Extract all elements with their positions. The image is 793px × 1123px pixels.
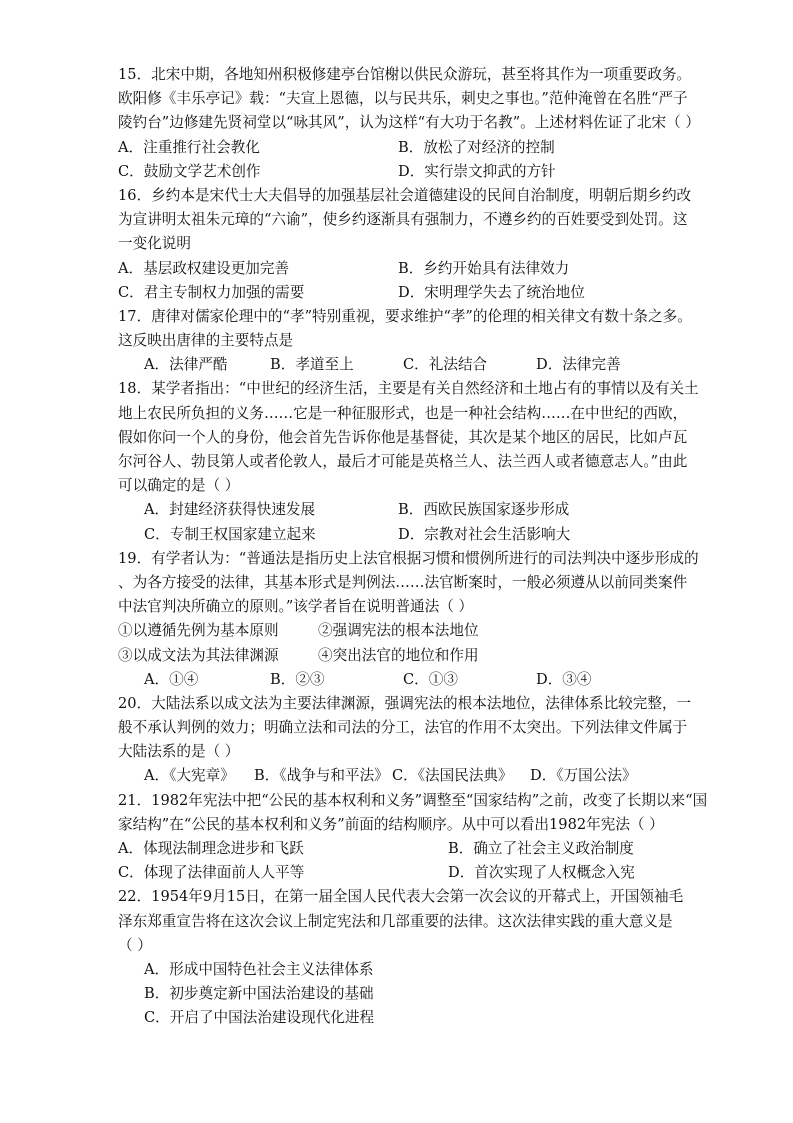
question-17-options-row	[118, 353, 678, 377]
question-21-options-row-2	[118, 861, 678, 885]
question-19-option-a[interactable]: A．①④	[144, 670, 199, 688]
question-15	[118, 63, 700, 184]
question-15-line-1: 15．北宋中期，各地知州积极修建亭台馆榭以供民众游玩，甚至将其作为一项重要政务。	[118, 66, 692, 83]
question-list	[118, 63, 708, 1031]
question-18-line-3: 假如你问一个人的身份，他会首先告诉你他是基督徒，其次是某个地区的居民，比如卢瓦	[118, 428, 688, 446]
question-21-option-d[interactable]: D．首次实现了人权概念入宪	[448, 864, 635, 882]
question-17-line-1: 17．唐律对儒家伦理中的“孝”特别重视，要求维护“孝”的伦理的相关律文有数十条之多。	[118, 307, 692, 325]
question-19-statements-row-1	[118, 619, 678, 643]
question-20-line-1: 20．大陆法系以成文法为主要法律渊源，强调宪法的根本法地位，法律体系比较完整，一	[118, 694, 692, 712]
question-15-options-row-2	[118, 160, 678, 184]
question-16-options-row-2	[118, 281, 678, 305]
question-15-option-b[interactable]: B．放松了对经济的控制	[398, 138, 555, 156]
question-20-option-b[interactable]: B．《战争与和平法》	[254, 767, 389, 785]
question-20-line-3: 大陆法系的是（ ）	[118, 743, 240, 761]
question-19-statement-2: ②强调宪法的根本法地位	[318, 622, 479, 640]
question-22-line-3: （ ）	[118, 936, 152, 954]
question-18-option-d[interactable]: D．宗教对社会生活影响大	[398, 525, 571, 543]
question-19-line-2: 、为各方接受的法律，其基本形式是判例法……法官断案时，一般必须遵从以前同类案件	[118, 573, 688, 591]
question-18-line-1: 18．某学者指出：“中世纪的经济生活，主要是有关自然经济和土地占有的事情以及有关土	[118, 380, 699, 398]
question-16	[118, 184, 692, 305]
question-16-line-2: 为宣讲明太祖朱元璋的“六谕”，使乡约逐渐具有强制力，不遵乡约的百姓要受到处罚。这	[118, 211, 688, 229]
question-20-line-2: 般不承认判例的效力；明确立法和司法的分工，法官的作用不太突出。下列法律文件属于	[118, 719, 688, 737]
question-22-line-1: 22．1954年9月15日，在第一届全国人民代表大会第一次会议的开幕式上，开国领袖毛	[118, 888, 684, 906]
question-22-option-a[interactable]: A．形成中国特色社会主义法律体系	[144, 960, 374, 978]
question-19-statements-row-2	[118, 644, 678, 668]
question-21-options-row-1	[118, 837, 678, 861]
question-21-option-a[interactable]: A．体现法制理念进步和飞跃	[118, 840, 304, 857]
question-16-line-1: 16．乡约本是宋代士大夫倡导的加强基层社会道德建设的民间自治制度，明朝后期乡约改	[118, 186, 692, 204]
question-19-options-row	[118, 668, 678, 692]
question-19-statement-1: ①以遵循先例为基本原则	[118, 622, 279, 640]
question-21	[118, 789, 708, 886]
question-16-option-d[interactable]: D．宋明理学失去了统治地位	[398, 283, 585, 301]
question-16-options-row-1	[118, 257, 678, 281]
question-20-option-a[interactable]: A．《大宪章》	[144, 767, 235, 785]
question-22-option-b[interactable]: B．初步奠定新中国法治建设的基础	[144, 985, 374, 1003]
question-16-option-b[interactable]: B．乡约开始具有法律效力	[398, 259, 570, 277]
question-16-option-c[interactable]: C．君主专制权力加强的需要	[118, 283, 305, 301]
question-15-option-d[interactable]: D．实行崇文抑武的方针	[398, 162, 556, 180]
question-21-line-1: 21．1982年宪法中把“公民的基本权利和义务”调整至“国家结构”之前，改变了长期以来“国	[118, 791, 708, 809]
question-17-option-c[interactable]: C．礼法结合	[403, 356, 488, 374]
question-21-option-b[interactable]: B．确立了社会主义政治制度	[448, 840, 634, 857]
question-19-statement-4: ④突出法官的地位和作用	[318, 646, 479, 664]
question-19-statement-3: ③以成文法为其法律渊源	[118, 646, 279, 664]
question-17-option-d[interactable]: D．法律完善	[536, 356, 621, 374]
question-20-options-row	[118, 764, 678, 788]
question-20-option-d[interactable]: D．《万国公法》	[530, 767, 637, 785]
question-18-options-row-2	[118, 523, 678, 547]
question-20	[118, 692, 692, 789]
question-18-option-c[interactable]: C．专制王权国家建立起来	[144, 525, 316, 543]
question-15-option-a[interactable]: A．注重推行社会教化	[118, 138, 260, 156]
question-19-option-d[interactable]: D．③④	[536, 670, 592, 688]
question-16-line-3: 一变化说明	[118, 235, 191, 253]
question-18-options-row-1	[118, 498, 678, 522]
question-15-line-3: 陵钓台”边修建先贤祠堂以“咏其风”，认为这样“有大功于名教”。上述材料佐证了北宋（ ）	[118, 114, 700, 132]
question-18-line-2: 地上农民所负担的义务……它是一种征服形式，也是一种社会结构……在中世纪的西欧，	[118, 404, 688, 422]
question-17-option-b[interactable]: B．孝道至上	[270, 356, 354, 374]
question-18-line-5: 可以确定的是（ ）	[118, 477, 240, 495]
question-22	[118, 885, 684, 1030]
question-18-option-b[interactable]: B．西欧民族国家逐步形成	[398, 501, 570, 519]
question-17-line-2: 这反映出唐律的主要特点是	[118, 332, 294, 350]
question-19-option-b[interactable]: B．②③	[270, 670, 325, 688]
question-21-option-c[interactable]: C．体现了法律面前人人平等	[118, 864, 305, 882]
question-17-option-a[interactable]: A．法律严酷	[144, 356, 228, 374]
question-15-line-2: 欧阳修《丰乐亭记》载：“夫宣上恩德，以与民共乐，刺史之事也。”范仲淹曾在名胜“严子	[118, 90, 688, 108]
question-15-options-row-1	[118, 136, 678, 160]
question-22-option-c[interactable]: C．开启了中国法治建设现代化进程	[144, 1009, 375, 1027]
question-18	[118, 377, 699, 546]
question-17	[118, 305, 692, 378]
question-22-line-2: 泽东郑重宣告将在这次会议上制定宪法和几部重要的法律。这次法律实践的重大意义是	[118, 912, 673, 930]
question-19-option-c[interactable]: C．①③	[403, 670, 458, 688]
question-20-option-c[interactable]: C．《法国民法典》	[392, 767, 513, 785]
question-21-line-2: 家结构”在“公民的基本权利和义务”前面的结构顺序。从中可以看出1982年宪法（ ）	[118, 815, 664, 833]
question-19-line-3: 中法官判决所确立的原则。”该学者旨在说明普通法（ ）	[118, 598, 474, 616]
question-18-line-4: 尔河谷人、勃艮第人或者伦敦人，最后才可能是英格兰人、法兰西人或者德意志人。”由此	[118, 453, 688, 470]
question-15-option-c[interactable]: C．鼓励文学艺术创作	[118, 162, 261, 180]
question-16-option-a[interactable]: A．基层政权建设更加完善	[118, 259, 290, 277]
question-18-option-a[interactable]: A．封建经济获得快速发展	[144, 501, 316, 519]
question-19-line-1: 19．有学者认为：“普通法是指历史上法官根据习惯和惯例所进行的司法判决中逐步形成的	[118, 549, 699, 567]
question-19	[118, 547, 699, 692]
